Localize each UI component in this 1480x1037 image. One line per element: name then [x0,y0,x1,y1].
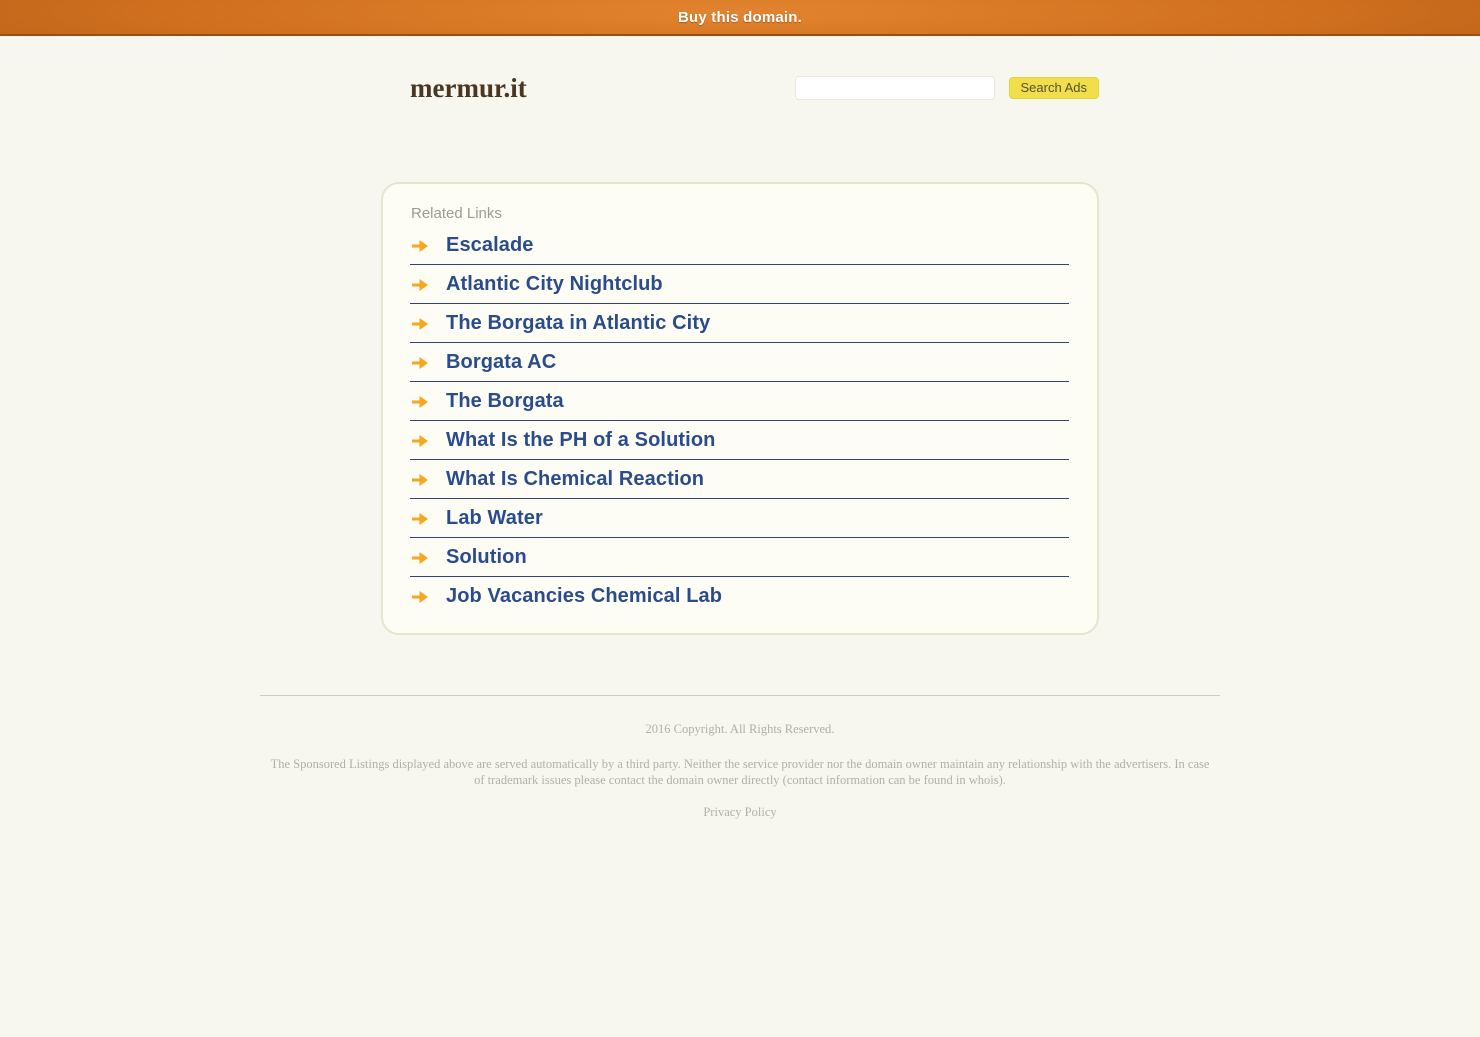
related-link-label: Job Vacancies Chemical Lab [446,585,723,607]
header [381,36,1099,106]
related-link[interactable] [410,343,1069,382]
privacy-policy-link[interactable]: Privacy Policy [703,805,777,819]
domain-title: mermur.it [410,72,527,103]
related-links-title: Related Links [411,205,502,222]
sponsored-listings-disclaimer: The Sponsored Listings displayed above are served automatically by a third party. Neither the service provider nor the domain owner maintain any relationship with the advertisers. In case of trademark issues please contact the domain owner directly (contact information can be found in whois). [270,757,1210,787]
arrow-right-icon [411,434,430,448]
related-link-label: Escalade [446,233,534,256]
arrow-right-icon [411,590,430,604]
arrow-right-icon [411,278,430,292]
arrow-right-icon [411,473,430,487]
main-content [381,36,1099,635]
related-link[interactable] [410,460,1069,499]
arrow-right-icon [411,551,430,565]
arrow-right-icon [411,317,430,331]
arrow-right-icon [411,356,430,370]
footer [0,695,1480,820]
related-link[interactable] [410,265,1069,304]
buy-domain-banner[interactable] [0,0,1480,36]
related-links-box [381,182,1099,635]
arrow-right-icon [411,239,430,253]
buy-domain-banner-label: Buy this domain. [677,8,803,26]
related-link[interactable] [410,499,1069,538]
related-link-label: What Is Chemical Reaction [446,467,705,490]
arrow-right-icon [411,512,430,526]
related-link-label: Lab Water [446,506,543,529]
related-link-label: Borgata AC [446,350,557,373]
related-link-label: The Borgata in Atlantic City [446,311,711,334]
related-link[interactable] [410,382,1069,421]
search-ads-button[interactable]: Search Ads [1009,77,1100,99]
footer-divider [260,695,1220,696]
related-link-label: The Borgata [446,389,564,412]
related-link-label: Atlantic City Nightclub [446,272,663,295]
arrow-right-icon [411,395,430,409]
related-link[interactable] [410,226,1069,265]
copyright-text: 2016 Copyright. All Rights Reserved. [645,722,835,736]
related-link[interactable] [410,538,1069,577]
related-link[interactable] [410,304,1069,343]
search-input[interactable] [795,76,995,100]
related-link-label: What Is the PH of a Solution [446,428,716,451]
search-area [795,76,1100,100]
related-link[interactable] [410,421,1069,460]
related-link[interactable] [410,577,1069,616]
related-link-label: Solution [446,545,527,568]
